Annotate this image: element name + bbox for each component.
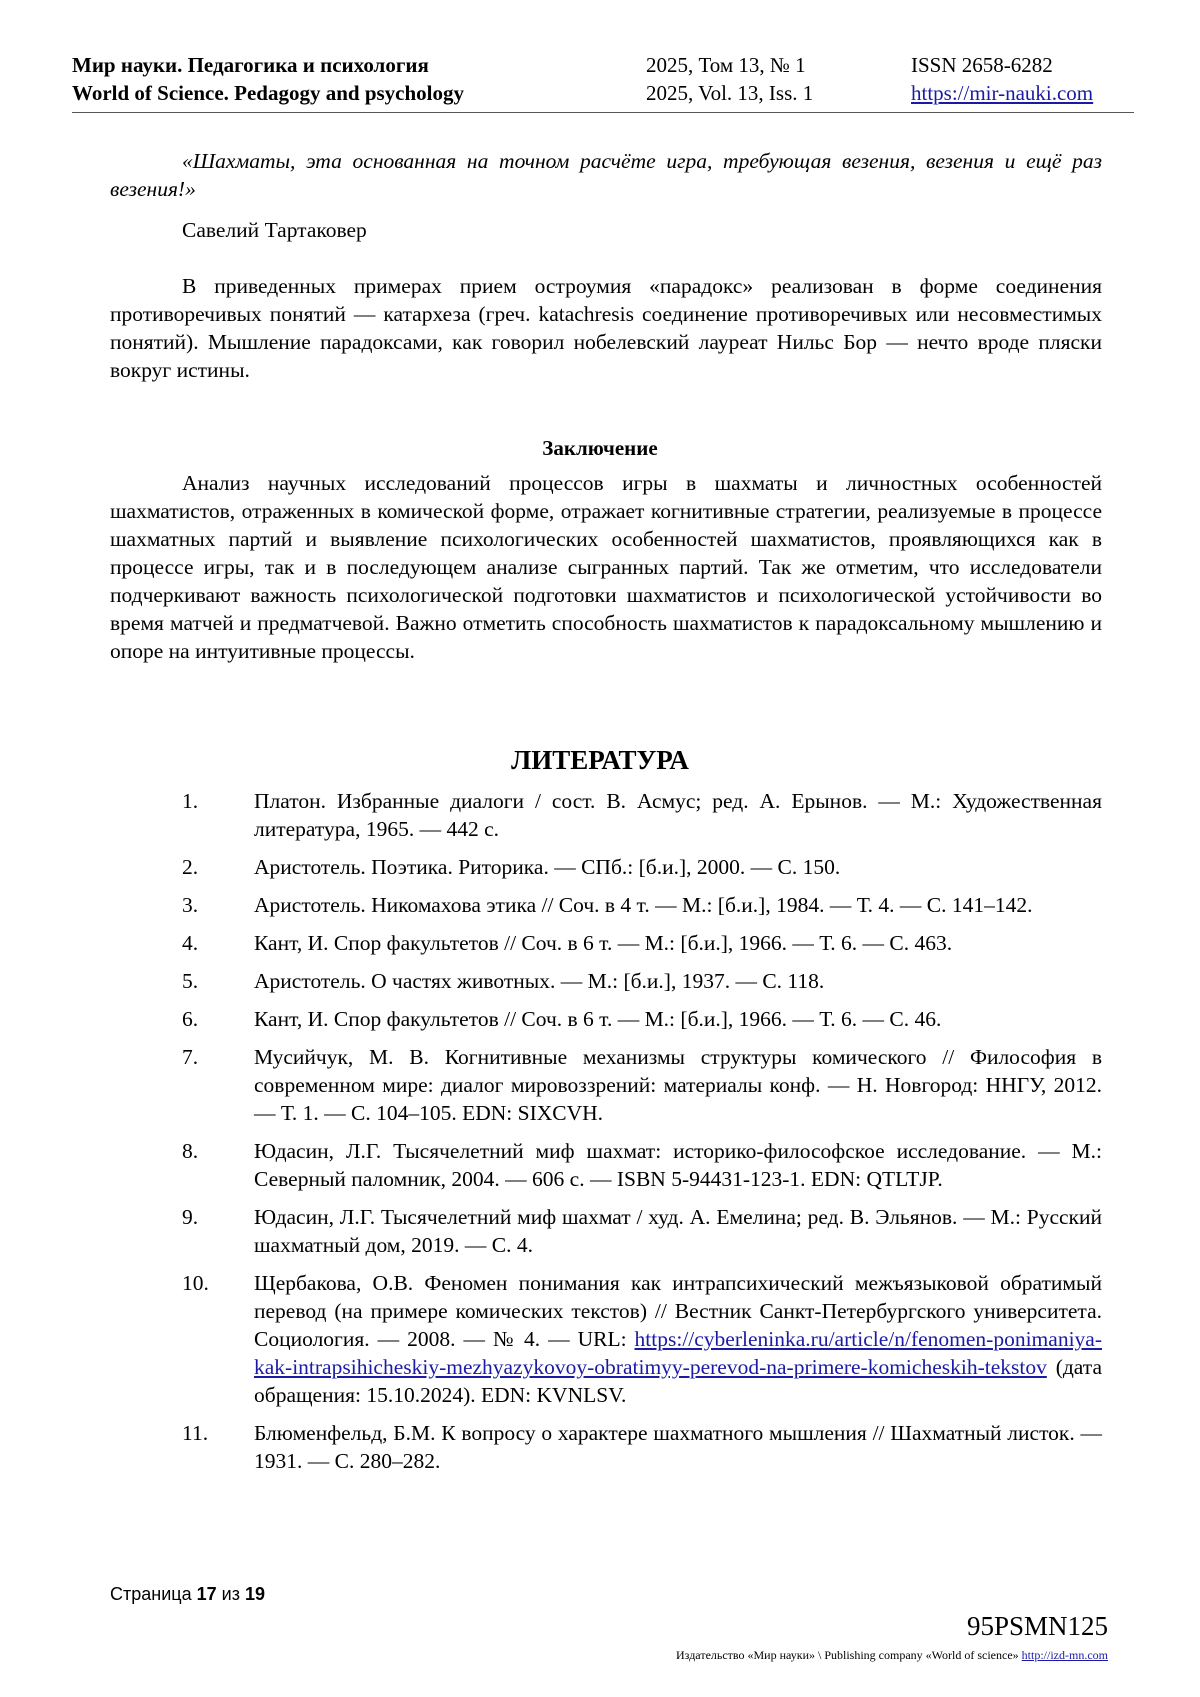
reference-number: 8. <box>182 1139 199 1163</box>
page-current: 17 <box>196 1584 217 1604</box>
reference-text: Блюменфельд, Б.М. К вопросу о характере шахматного мышления // Шахматный листок. — 1931. — С. 280–282. <box>254 1421 1102 1473</box>
body-paragraph: В приведенных примерах прием остроумия «парадокс» реализован в форме соединения противоречивых понятий — катархеза (греч. katachresis соединение противоречивых или несовместимых понятий). Мышление парадоксами, как говорил нобелевский лауреат Нильс Бор — нечто вроде пляски вокруг истины. <box>110 274 1102 382</box>
reference-number: 9. <box>182 1205 199 1229</box>
reference-item <box>182 929 1102 957</box>
issue-info-ru: 2025, Том 13, № 1 <box>646 53 806 77</box>
reference-text: Кант, И. Спор факультетов // Соч. в 6 т. — М.: [б.и.], 1966. — Т. 6. — С. 46. <box>254 1007 942 1031</box>
reference-item <box>182 853 1102 881</box>
reference-item <box>182 1203 1102 1259</box>
reference-number: 6. <box>182 1007 199 1031</box>
conclusion-paragraph: Анализ научных исследований процессов игры в шахматы и личностных особенностей шахматистов, отраженных в комической форме, отражает когнитивные стратегии, реализуемые в процессе шахматных партий и выявление психологических особенностей шахматистов, проявляющихся как в процессе игры, так и в последующем анализе сыгранных партий. Так же отметим, что исследователи подчеркивают важность психологической подготовки шахматистов и психологической устойчивости во время матчей и предматчевой. Важно отметить способность шахматистов к парадоксальному мышлению и опоре на интуитивные процессы. <box>110 471 1102 663</box>
page-label: Страница <box>110 1584 192 1604</box>
reference-text: Юдасин, Л.Г. Тысячелетний миф шахмат: историко-философское исследование. — М.: Северный паломник, 2004. — 606 с. — ISBN 5-94431-123-1. EDN: QTLTJP. <box>254 1139 1102 1191</box>
reference-item <box>182 891 1102 919</box>
reference-item <box>182 1005 1102 1033</box>
reference-number: 10. <box>182 1271 209 1295</box>
page-number <box>110 1582 265 1606</box>
page-total: 19 <box>244 1584 266 1604</box>
reference-text-tail: (дата обращения: 15.10.2024). EDN: KVNLSV. <box>254 1355 1102 1407</box>
reference-number: 5. <box>182 969 199 993</box>
reference-text: Юдасин, Л.Г. Тысячелетний миф шахмат / худ. А. Емелина; ред. В. Эльянов. — М.: Русский шахматный дом, 2019. — С. 4. <box>254 1205 1102 1257</box>
conclusion-heading: Заключение <box>542 436 658 460</box>
publisher-text: Издательство «Мир науки» \ Publishing company «World of science» <box>676 1648 1019 1662</box>
reference-text: Платон. Избранные диалоги / сост. В. Асмус; ред. А. Ерынов. — М.: Художественная литература, 1965. — 442 с. <box>254 789 1102 841</box>
reference-text: Аристотель. О частях животных. — М.: [б.и.], 1937. — С. 118. <box>254 969 825 993</box>
references-heading: ЛИТЕРАТУРА <box>511 745 689 775</box>
reference-number: 3. <box>182 893 199 917</box>
reference-number: 7. <box>182 1045 199 1069</box>
reference-number: 1. <box>182 789 199 813</box>
journal-title-en: World of Science. Pedagogy and psychology <box>72 81 465 105</box>
reference-item <box>182 1043 1102 1127</box>
publisher-link[interactable]: http://izd-mn.com <box>1021 1648 1108 1662</box>
publisher-line <box>676 1647 1108 1663</box>
reference-text: Щербакова, О.В. Феномен понимания как интрапсихический межъязыковой обратимый перевод (на примере комических текстов) // Вестник Санкт-Петербургского университета. Социология. — 2008. — № 4. — URL: <box>254 1271 1102 1351</box>
issue-info-en: 2025, Vol. 13, Iss. 1 <box>646 81 814 105</box>
header-divider <box>72 112 1134 113</box>
journal-site-link[interactable]: https://mir-nauki.com <box>911 81 1094 105</box>
reference-number: 2. <box>182 855 199 879</box>
reference-item <box>182 787 1102 843</box>
reference-text: Аристотель. Поэтика. Риторика. — СПб.: [б.и.], 2000. — С. 150. <box>254 855 841 879</box>
article-code: 95PSMN125 <box>966 1611 1108 1641</box>
reference-item <box>182 1269 1102 1409</box>
reference-item <box>182 1419 1102 1475</box>
page-of: из <box>221 1584 240 1604</box>
reference-url-link[interactable]: https://cyberleninka.ru/article/n/fenomen-ponimaniya-kak-intrapsihicheskiy-mezhyazykovoy-obratimyy-perevod-na-primere-komicheskih-tekstov <box>254 1327 1102 1379</box>
epigraph-author: Савелий Тартаковер <box>182 218 367 242</box>
reference-text: Мусийчук, М. В. Когнитивные механизмы структуры комического // Философия в современном мире: диалог мировоззрений: материалы конф. — Н. Новгород: ННГУ, 2012. — Т. 1. — С. 104–105. EDN: SIXCVH. <box>254 1045 1102 1125</box>
reference-number: 11. <box>182 1421 209 1445</box>
epigraph-quote: «Шахматы, эта основанная на точном расчёте игра, требующая везения, везения и ещё раз везения!» <box>110 149 1102 201</box>
reference-text: Аристотель. Никомахова этика // Соч. в 4 т. — М.: [б.и.], 1984. — Т. 4. — С. 141–142. <box>254 893 1033 917</box>
reference-text: Кант, И. Спор факультетов // Соч. в 6 т. — М.: [б.и.], 1966. — Т. 6. — С. 463. <box>254 931 953 955</box>
issn: ISSN 2658-6282 <box>911 53 1053 77</box>
references-list <box>182 787 1102 1485</box>
reference-item <box>182 967 1102 995</box>
reference-number: 4. <box>182 931 199 955</box>
journal-title-ru: Мир науки. Педагогика и психология <box>72 53 429 77</box>
reference-item <box>182 1137 1102 1193</box>
page-header <box>72 50 1120 112</box>
